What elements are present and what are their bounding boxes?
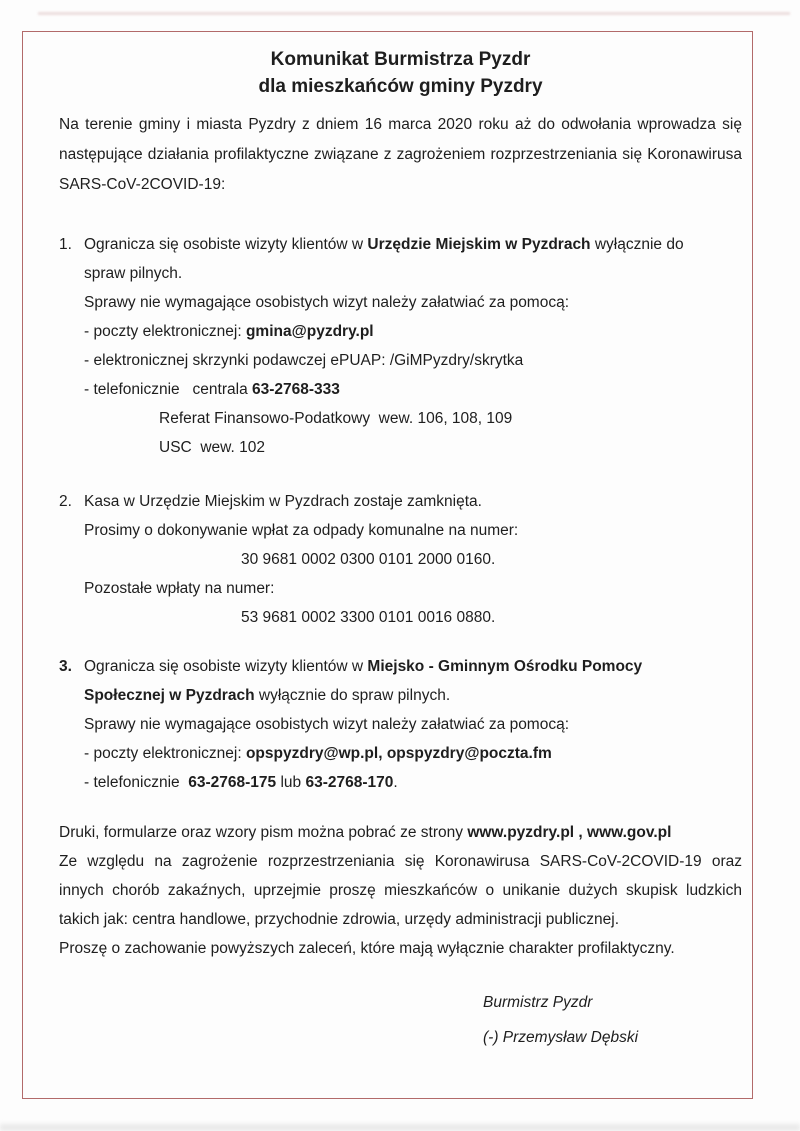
list-item-3-body (84, 652, 742, 797)
list-item-1-body (84, 230, 742, 462)
item3-phone-number-1: 63-2768-175 (188, 774, 277, 791)
closing-section (59, 818, 742, 963)
item3-text-after-office: wyłącznie do spraw pilnych. (254, 687, 451, 704)
signature-name: (-) Przemysław Dębski (483, 1029, 639, 1046)
item1-email-address: gmina@pyzdry.pl (245, 323, 374, 340)
list-item-3-number: 3. (59, 658, 72, 675)
item1-phone-line (84, 375, 742, 404)
item1-epuap-line: - elektronicznej skrzynki podawczej ePUAP: /GiMPyzdry/skrytka (84, 352, 524, 369)
item3-restriction-line-2 (84, 681, 742, 710)
item1-office-name: Urzędzie Miejskim w Pyzdrach (367, 236, 591, 253)
item1-text-before-office: Ogranicza się osobiste wizyty klientów w (84, 236, 368, 253)
closing-recommendation-line: Proszę o zachowanie powyższych zaleceń, które mają wyłącznie charakter profilaktyczny. (59, 940, 675, 957)
item1-text-after-office: wyłącznie do (590, 236, 684, 253)
scan-artifact-top-line (38, 12, 790, 15)
item3-email-addresses: opspyzdry@wp.pl, opspyzdry@poczta.fm (245, 745, 552, 762)
item2-account-number-1: 30 9681 0002 0300 0101 2000 0160. (241, 551, 496, 568)
item1-phone-number: 63-2768-333 (252, 381, 340, 398)
list-item-2-number: 2. (59, 493, 72, 510)
closing-websites: www.pyzdry.pl , www.gov.pl (467, 824, 672, 841)
item2-account-number-2: 53 9681 0002 3300 0101 0016 0880. (241, 609, 496, 626)
title-line-1: Komunikat Burmistrza Pyzdr (270, 49, 531, 70)
closing-avoid-crowds-paragraph: Ze względu na zagrożenie rozprzestrzeniania się Koronawirusa SARS-CoV-2COVID-19 oraz innych chorób zakaźnych, uprzejmie proszę mieszkańców o unikanie dużych skupisk ludzkich takich jak: centra handlowe, przychodnie zdrowia, urzędy administracji publicznej. (59, 853, 742, 928)
intro-paragraph: Na terenie gminy i miasta Pyzdry z dniem 16 marca 2020 roku aż do odwołania wprowadza się następujące działania profilaktyczne związane z zagrożeniem rozprzestrzeniania się Koronawirusa SARS-CoV-2COVID-19: (59, 116, 742, 193)
signature-role: Burmistrz Pyzdr (483, 994, 593, 1011)
item1-phone-label: - telefonicznie centrala (84, 381, 253, 398)
item2-other-payments-line: Pozostałe wpłaty na numer: (84, 580, 275, 597)
document-title (59, 46, 742, 100)
item3-phone-or: lub (276, 774, 306, 791)
item3-phone-label: - telefonicznie (84, 774, 189, 791)
item3-text-before-office: Ogranicza się osobiste wizyty klientów w (84, 658, 368, 675)
list-item-2-body (84, 487, 742, 632)
list-item-2 (59, 487, 742, 632)
item3-office-name-part2: Społecznej w Pyzdrach (84, 687, 255, 704)
item3-phone-period: . (393, 774, 398, 791)
item1-dept-usc-line: USC wew. 102 (159, 439, 265, 456)
item1-email-line (84, 317, 742, 346)
item1-remote-handling-line: Sprawy nie wymagające osobistych wizyt należy załatwiać za pomocą: (84, 294, 570, 311)
closing-forms-line (59, 818, 742, 847)
signature-block (59, 985, 742, 1055)
list-item-1 (59, 230, 742, 462)
item1-restriction-line-2: spraw pilnych. (84, 265, 183, 282)
list-item-3 (59, 652, 742, 797)
item1-email-label: - poczty elektronicznej: (84, 323, 246, 340)
list-item-1-number: 1. (59, 236, 72, 253)
item3-email-label: - poczty elektronicznej: (84, 745, 246, 762)
item2-waste-payment-line: Prosimy o dokonywanie wpłat za odpady komunalne na numer: (84, 522, 519, 539)
item1-dept-finance-line: Referat Finansowo-Podatkowy wew. 106, 108, 109 (159, 410, 513, 427)
item3-phone-number-2: 63-2768-170 (305, 774, 394, 791)
item1-restriction-line-1 (84, 230, 742, 259)
closing-forms-text: Druki, formularze oraz wzory pism można pobrać ze strony (59, 824, 468, 841)
item2-cash-desk-line: Kasa w Urzędzie Miejskim w Pyzdrach zostaje zamknięta. (84, 493, 482, 510)
document-content (59, 46, 742, 1055)
item3-remote-handling-line: Sprawy nie wymagające osobistych wizyt należy załatwiać za pomocą: (84, 716, 570, 733)
title-line-2: dla mieszkańców gminy Pyzdry (258, 76, 543, 97)
item3-phone-line (84, 768, 742, 797)
item3-restriction-line-1 (84, 652, 742, 681)
item3-office-name-part1: Miejsko - Gminnym Ośrodku Pomocy (367, 658, 643, 675)
scan-artifact-bottom-smear (0, 1124, 800, 1131)
item3-email-line (84, 739, 742, 768)
